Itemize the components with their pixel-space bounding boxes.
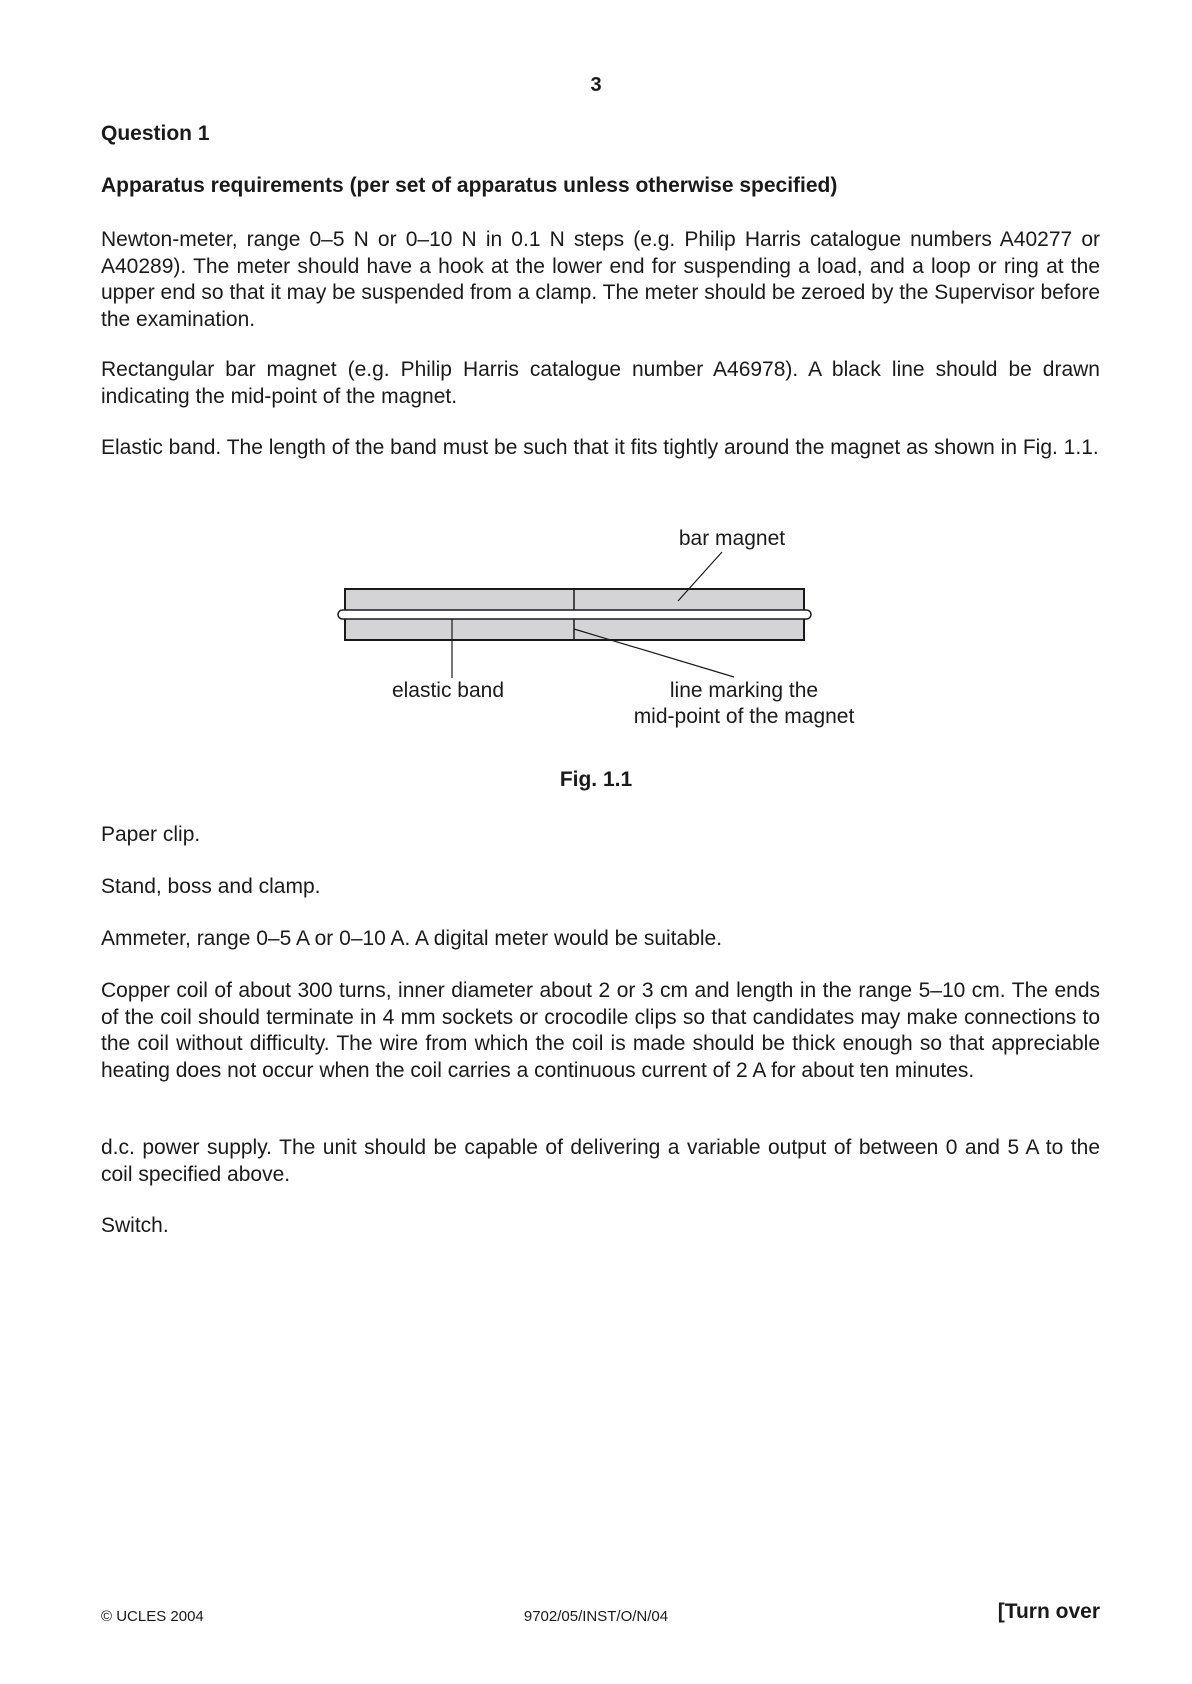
paragraph-stand: Stand, boss and clamp. [101, 875, 321, 898]
footer-turn-over: [Turn over [997, 1600, 1100, 1623]
label-midpoint-line1: line marking the [669, 679, 819, 702]
footer-code: 9702/05/INST/O/N/04 [523, 1608, 669, 1625]
requirements-heading: Apparatus requirements (per set of apparatus unless otherwise specified) [101, 174, 838, 197]
label-elastic-band: elastic band [391, 679, 505, 702]
paragraph-elastic-band: Elastic band. The length of the band must be such that it fits tightly around the magnet as shown in Fig. 1.1. [101, 436, 1099, 459]
paragraph-bar-magnet: Rectangular bar magnet (e.g. Philip Harris catalogue number A46978). A black line should be drawn indicating the mid-point of the magnet. [101, 358, 1100, 408]
paragraph-newton-meter: Newton-meter, range 0–5 N or 0–10 N in 0.1 N steps (e.g. Philip Harris catalogue numbers A40277 or A40289). The meter should have a hook at the lower end for suspending a load, and a loop or ring at the upper end so that it may be suspended from a clamp. The meter should be zeroed by the Supervisor before the examination. [101, 228, 1100, 331]
figure-caption: Fig. 1.1 [559, 768, 633, 791]
paragraph-coil: Copper coil of about 300 turns, inner diameter about 2 or 3 cm and length in the range 5–10 cm. The ends of the coil should terminate in 4 mm sockets or crocodile clips so that candidates may make connections to the coil without difficulty. The wire from which the coil is made should be thick enough so that appreciable heating does not occur when the coil carries a continuous current of 2 A for about ten minutes. [101, 979, 1100, 1082]
paragraph-switch: Switch. [101, 1214, 169, 1237]
figure-1-1 [0, 0, 1192, 760]
label-midpoint-line2: mid-point of the magnet [633, 705, 855, 728]
question-title: Question 1 [101, 122, 210, 145]
elastic-band [338, 610, 811, 619]
paragraph-paper-clip: Paper clip. [101, 823, 201, 846]
footer-copyright: © UCLES 2004 [101, 1608, 204, 1625]
paragraph-ammeter: Ammeter, range 0–5 A or 0–10 A. A digital meter would be suitable. [101, 927, 723, 950]
label-bar-magnet: bar magnet [678, 527, 786, 550]
page-number: 3 [590, 74, 602, 96]
paragraph-power-supply: d.c. power supply. The unit should be capable of delivering a variable output of between 0 and 5 A to the coil specified above. [101, 1136, 1100, 1186]
